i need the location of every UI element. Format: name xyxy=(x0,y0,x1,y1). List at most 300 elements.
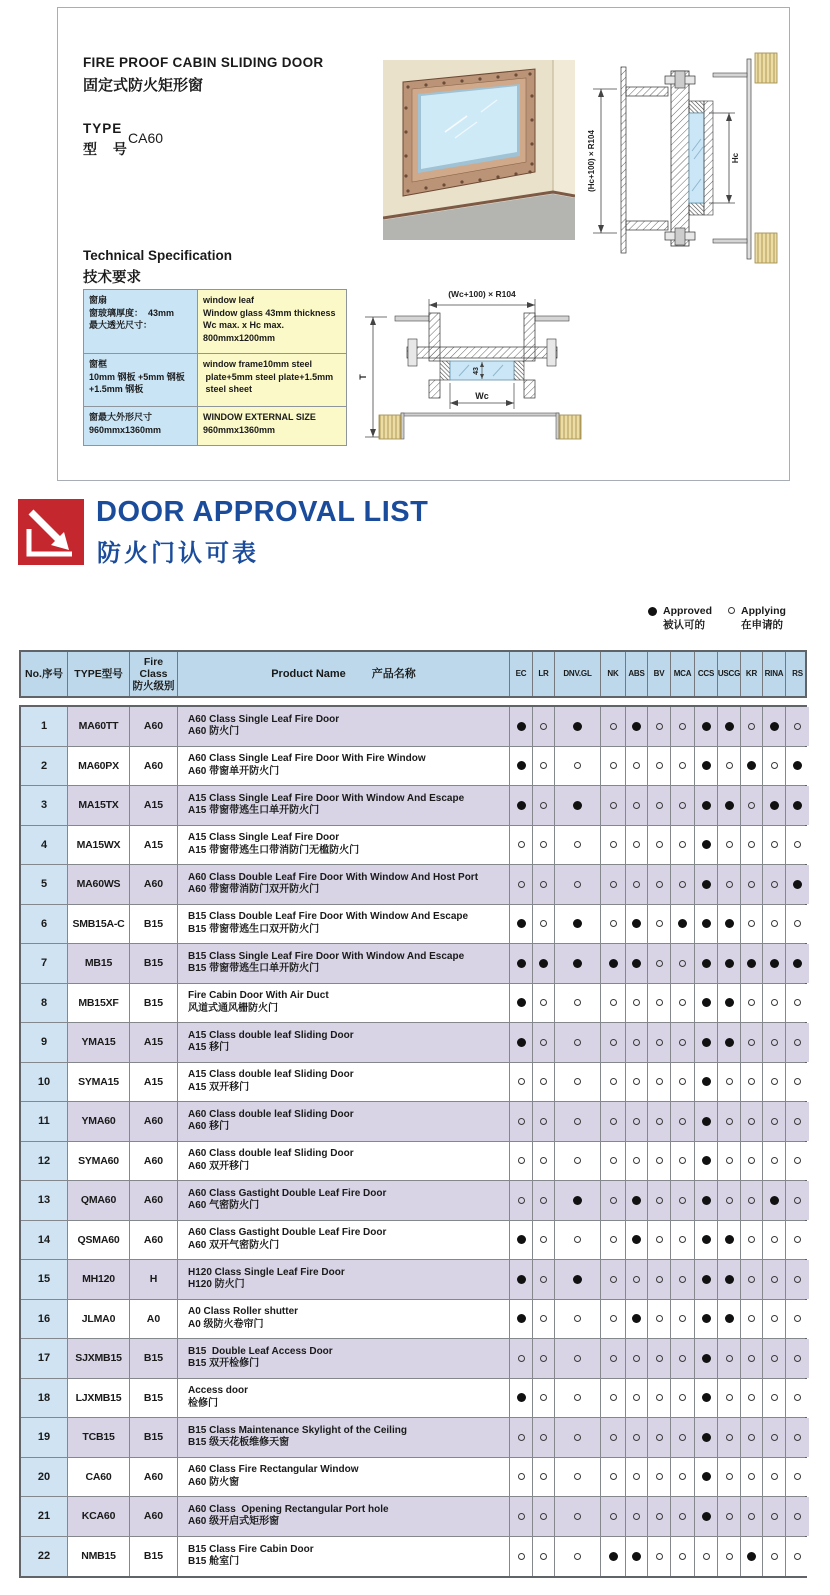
status-dot-applying xyxy=(748,1315,755,1322)
approval-cell xyxy=(554,1418,600,1457)
approval-cell xyxy=(625,786,647,825)
status-dot-applying xyxy=(540,920,547,927)
approval-cell xyxy=(509,1300,532,1339)
row-fire-class-cell: A15 xyxy=(129,1023,177,1062)
legend-approved xyxy=(648,604,712,632)
status-dot-applying xyxy=(610,881,617,888)
table-row xyxy=(21,1023,805,1063)
table-row xyxy=(21,1537,805,1577)
status-dot-approved xyxy=(702,1275,711,1284)
approval-cell xyxy=(554,707,600,746)
status-dot-approved xyxy=(632,959,641,968)
approval-cell xyxy=(785,1379,809,1418)
approval-cell xyxy=(762,826,785,865)
status-dot-applying xyxy=(794,1157,801,1164)
row-type-cell: CA60 xyxy=(67,1458,129,1497)
header-cell-org-bv: BV xyxy=(647,652,670,696)
approval-cell xyxy=(694,786,717,825)
row-product-name-cell: A15 Class Single Leaf Fire Door With Window And Escape A15 带窗带逃生口单开防火门 xyxy=(177,786,509,825)
approval-cell xyxy=(717,1537,740,1577)
row-no-cell: 5 xyxy=(21,865,67,904)
status-dot-approved xyxy=(702,722,711,731)
status-dot-approved xyxy=(702,840,711,849)
approval-cell xyxy=(762,1339,785,1378)
spec-cell-en: window frame10mm steel plate+5mm steel plate+1.5mm steel sheet xyxy=(198,354,346,406)
approval-cell xyxy=(647,1418,670,1457)
status-dot-applying xyxy=(633,1434,640,1441)
approval-cell xyxy=(762,1497,785,1536)
approval-cell xyxy=(670,1418,694,1457)
row-no-cell: 22 xyxy=(21,1537,67,1577)
status-dot-approved xyxy=(517,998,526,1007)
approval-cell xyxy=(785,905,809,944)
status-dot-applying xyxy=(771,1118,778,1125)
approval-cell xyxy=(740,1023,762,1062)
row-no-cell: 18 xyxy=(21,1379,67,1418)
approval-cell xyxy=(670,1458,694,1497)
row-product-name-cell: A60 Class Single Leaf Fire Door With Fire Window A60 带窗单开防火门 xyxy=(177,747,509,786)
approval-cell xyxy=(740,1221,762,1260)
hc-plus-dimension-label: (Hc+100) × R104 xyxy=(587,130,596,192)
type-label-zh: 型 号 xyxy=(83,141,133,157)
status-dot-approved xyxy=(632,722,641,731)
row-type-cell: SJXMB15 xyxy=(67,1339,129,1378)
status-dot-applying xyxy=(794,1473,801,1480)
status-dot-applying xyxy=(574,762,581,769)
status-dot-applying xyxy=(633,1039,640,1046)
status-dot-applying xyxy=(518,841,525,848)
status-dot-applying xyxy=(540,1553,547,1560)
status-dot-applying xyxy=(540,1513,547,1520)
header-cell-type: TYPE型号 xyxy=(67,652,129,696)
approval-cell xyxy=(717,1142,740,1181)
approval-cell xyxy=(600,1221,625,1260)
approval-cell xyxy=(532,1300,554,1339)
row-type-cell: MA60PX xyxy=(67,747,129,786)
spec-table xyxy=(83,289,347,446)
status-dot-applying xyxy=(726,1157,733,1164)
status-dot-applying xyxy=(518,1355,525,1362)
status-dot-applying xyxy=(633,841,640,848)
status-dot-applying xyxy=(656,881,663,888)
header-cell-fire-class: Fire Class 防火级别 xyxy=(129,652,177,696)
approval-cell xyxy=(740,944,762,983)
status-dot-applying xyxy=(679,1434,686,1441)
approval-cell xyxy=(647,1379,670,1418)
status-dot-applying xyxy=(726,1394,733,1401)
status-dot-applying xyxy=(656,841,663,848)
status-dot-applying xyxy=(656,1553,663,1560)
row-no-cell: 15 xyxy=(21,1260,67,1299)
row-type-cell: JLMA0 xyxy=(67,1300,129,1339)
approval-cell xyxy=(509,1102,532,1141)
status-dot-applying xyxy=(794,841,801,848)
approval-cell xyxy=(717,905,740,944)
approval-cell xyxy=(625,1497,647,1536)
table-row xyxy=(21,1221,805,1261)
status-dot-applying xyxy=(771,1157,778,1164)
spec-box xyxy=(57,7,790,481)
approval-cell xyxy=(762,1102,785,1141)
status-dot-approved xyxy=(573,959,582,968)
status-dot-applying xyxy=(610,762,617,769)
approval-title-en: DOOR APPROVAL LIST xyxy=(96,496,429,528)
status-dot-approved xyxy=(702,1038,711,1047)
status-dot-approved xyxy=(770,722,779,731)
status-dot-applying xyxy=(771,1394,778,1401)
approval-cell xyxy=(600,1260,625,1299)
status-dot-applying xyxy=(610,1236,617,1243)
row-fire-class-cell: B15 xyxy=(129,984,177,1023)
approval-cell xyxy=(717,944,740,983)
approval-cell xyxy=(509,905,532,944)
approval-cell xyxy=(647,1300,670,1339)
status-dot-applying xyxy=(748,1394,755,1401)
approval-cell xyxy=(694,747,717,786)
legend-applying xyxy=(728,604,786,632)
approval-cell xyxy=(762,1300,785,1339)
approval-cell xyxy=(762,905,785,944)
approval-cell xyxy=(532,1221,554,1260)
status-dot-applying xyxy=(771,841,778,848)
approval-cell xyxy=(647,865,670,904)
approval-cell xyxy=(554,826,600,865)
approval-cell xyxy=(532,1458,554,1497)
spec-row xyxy=(84,290,346,354)
approval-cell xyxy=(625,1221,647,1260)
status-dot-applying xyxy=(518,1197,525,1204)
row-product-name-cell: Access door 检修门 xyxy=(177,1379,509,1418)
approval-cell xyxy=(554,1379,600,1418)
row-type-cell: MA60TT xyxy=(67,707,129,746)
approval-cell xyxy=(694,1142,717,1181)
approval-cell xyxy=(532,747,554,786)
status-dot-approved xyxy=(702,1196,711,1205)
status-dot-applying xyxy=(679,1236,686,1243)
approval-cell xyxy=(785,1497,809,1536)
status-dot-applying xyxy=(748,1078,755,1085)
approval-cell xyxy=(717,1181,740,1220)
status-dot-applying xyxy=(679,1394,686,1401)
approval-cell xyxy=(762,984,785,1023)
status-dot-applying xyxy=(656,1236,663,1243)
status-dot-approved xyxy=(517,1038,526,1047)
approval-cell xyxy=(509,747,532,786)
approval-cell xyxy=(554,1102,600,1141)
status-dot-approved xyxy=(573,1196,582,1205)
status-dot-approved xyxy=(747,1552,756,1561)
status-dot-applying xyxy=(610,1355,617,1362)
table-row xyxy=(21,786,805,826)
approval-cell xyxy=(717,984,740,1023)
header-cell-no: No.序号 xyxy=(25,668,63,680)
row-product-name-cell: A60 Class double leaf Sliding Door A60 双开移门 xyxy=(177,1142,509,1181)
header-cell-org-ccs: CCS xyxy=(694,652,717,696)
status-dot-applying xyxy=(726,1513,733,1520)
row-type-cell: KCA60 xyxy=(67,1497,129,1536)
approval-cell xyxy=(600,1181,625,1220)
row-product-name-cell: Fire Cabin Door With Air Duct 风道式通风栅防火门 xyxy=(177,984,509,1023)
status-dot-applying xyxy=(540,1157,547,1164)
row-fire-class-cell: A15 xyxy=(129,1063,177,1102)
row-fire-class-cell: A0 xyxy=(129,1300,177,1339)
status-dot-applying xyxy=(748,1434,755,1441)
status-dot-applying xyxy=(656,999,663,1006)
approval-cell xyxy=(762,865,785,904)
approval-cell xyxy=(670,707,694,746)
status-dot-applying xyxy=(748,881,755,888)
approval-cell xyxy=(717,1300,740,1339)
hc-dimension-label: Hc xyxy=(731,152,740,164)
approval-cell xyxy=(554,786,600,825)
status-dot-applying xyxy=(656,1355,663,1362)
approval-cell xyxy=(647,826,670,865)
status-dot-applying xyxy=(771,881,778,888)
table-row xyxy=(21,944,805,984)
approval-table xyxy=(19,650,807,1578)
approval-cell xyxy=(600,1537,625,1577)
status-dot-applying xyxy=(726,881,733,888)
row-no-cell: 21 xyxy=(21,1497,67,1536)
row-type-cell: YMA60 xyxy=(67,1102,129,1141)
approval-cell xyxy=(740,1458,762,1497)
approval-cell xyxy=(625,1300,647,1339)
row-product-name-cell: A0 Class Roller shutter A0 级防火卷帘门 xyxy=(177,1300,509,1339)
wc-plus-dimension-label: (Wc+100) × R104 xyxy=(448,289,516,299)
status-dot-approved xyxy=(609,1552,618,1561)
status-dot-applying xyxy=(656,723,663,730)
legend-applying-en: Applying xyxy=(741,605,786,617)
header-cell-org-nk: NK xyxy=(600,652,625,696)
approval-cell xyxy=(785,1142,809,1181)
status-dot-approved xyxy=(702,1472,711,1481)
status-dot-applying xyxy=(656,960,663,967)
spec-row xyxy=(84,354,346,407)
approval-cell xyxy=(625,1102,647,1141)
approval-cell xyxy=(625,865,647,904)
status-dot-applying xyxy=(633,1118,640,1125)
status-dot-applying xyxy=(794,999,801,1006)
status-dot-applying xyxy=(748,723,755,730)
status-dot-approved xyxy=(702,1512,711,1521)
status-dot-applying xyxy=(771,999,778,1006)
status-dot-applying xyxy=(656,1157,663,1164)
status-dot-applying xyxy=(633,1355,640,1362)
approval-cell xyxy=(554,984,600,1023)
table-row xyxy=(21,865,805,905)
status-dot-applying xyxy=(633,802,640,809)
row-product-name-cell: A15 Class double leaf Sliding Door A15 移门 xyxy=(177,1023,509,1062)
approval-cell xyxy=(554,1458,600,1497)
approval-cell xyxy=(694,1221,717,1260)
approval-cell xyxy=(625,984,647,1023)
row-no-cell: 17 xyxy=(21,1339,67,1378)
approval-cell xyxy=(509,865,532,904)
status-dot-applying xyxy=(748,999,755,1006)
approval-cell xyxy=(762,1458,785,1497)
approval-cell xyxy=(532,1063,554,1102)
status-dot-applying xyxy=(633,1473,640,1480)
approval-cell xyxy=(670,1142,694,1181)
approval-cell xyxy=(785,1063,809,1102)
status-dot-approved xyxy=(573,1275,582,1284)
approval-cell xyxy=(509,707,532,746)
row-no-cell: 8 xyxy=(21,984,67,1023)
approval-cell xyxy=(625,1260,647,1299)
tech-spec-heading-zh: 技术要求 xyxy=(83,270,141,286)
status-dot-applying xyxy=(748,1197,755,1204)
row-type-cell: TCB15 xyxy=(67,1418,129,1457)
approval-cell xyxy=(625,944,647,983)
approval-cell xyxy=(670,865,694,904)
status-dot-applying xyxy=(771,1513,778,1520)
row-product-name-cell: A60 Class Gastight Double Leaf Fire Door A60 气密防火门 xyxy=(177,1181,509,1220)
status-dot-applying xyxy=(518,1513,525,1520)
status-dot-applying xyxy=(540,881,547,888)
approval-cell xyxy=(740,905,762,944)
approval-cell xyxy=(509,1339,532,1378)
approval-cell xyxy=(670,1497,694,1536)
spec-cell-en: window leaf Window glass 43mm thickness Wc max. x Hc max. 800mmx1200mm xyxy=(198,290,346,353)
approval-cell xyxy=(785,1458,809,1497)
approval-cell xyxy=(647,786,670,825)
approval-cell xyxy=(554,1181,600,1220)
approval-cell xyxy=(509,1537,532,1577)
approval-cell xyxy=(740,786,762,825)
approval-cell xyxy=(647,944,670,983)
status-dot-applying xyxy=(748,1513,755,1520)
approval-cell xyxy=(694,865,717,904)
approval-cell xyxy=(554,1260,600,1299)
status-dot-applying xyxy=(679,762,686,769)
status-dot-applying xyxy=(610,1276,617,1283)
status-dot-applying xyxy=(748,802,755,809)
approval-cell xyxy=(554,1537,600,1577)
status-dot-approved xyxy=(725,1038,734,1047)
status-dot-applying xyxy=(679,1315,686,1322)
approval-cell xyxy=(694,1379,717,1418)
approval-cell xyxy=(670,984,694,1023)
status-dot-applying xyxy=(540,1276,547,1283)
approval-cell xyxy=(509,1063,532,1102)
approval-cell xyxy=(694,1458,717,1497)
approval-cell xyxy=(532,1537,554,1577)
status-dot-applying xyxy=(748,1039,755,1046)
status-dot-approved xyxy=(702,1117,711,1126)
status-dot-approved xyxy=(702,1433,711,1442)
approval-cell xyxy=(625,1142,647,1181)
approval-cell xyxy=(670,1379,694,1418)
approval-cell xyxy=(625,707,647,746)
approval-cell xyxy=(554,1023,600,1062)
status-dot-applying xyxy=(540,1118,547,1125)
approval-cell xyxy=(625,826,647,865)
approval-cell xyxy=(740,826,762,865)
status-dot-applying xyxy=(726,762,733,769)
approval-cell xyxy=(600,984,625,1023)
status-dot-applying xyxy=(574,1118,581,1125)
status-dot-approved xyxy=(517,722,526,731)
approval-cell xyxy=(670,786,694,825)
approval-cell xyxy=(785,1260,809,1299)
row-no-cell: 9 xyxy=(21,1023,67,1062)
legend-applying-zh: 在申请的 xyxy=(741,619,784,631)
approval-cell xyxy=(532,1260,554,1299)
status-dot-approved xyxy=(517,959,526,968)
row-product-name-cell: A15 Class Single Leaf Fire Door A15 带窗带逃生口带消防门无槛防火门 xyxy=(177,826,509,865)
approval-cell xyxy=(509,984,532,1023)
status-dot-applying xyxy=(633,1157,640,1164)
status-dot-applying xyxy=(540,723,547,730)
approval-cell xyxy=(717,1497,740,1536)
table-row xyxy=(21,1181,805,1221)
bolt-left xyxy=(408,339,417,366)
approval-cell xyxy=(554,1339,600,1378)
table-row xyxy=(21,1339,805,1379)
status-dot-approved xyxy=(770,801,779,810)
approval-cell xyxy=(532,1023,554,1062)
status-dot-approved xyxy=(793,880,802,889)
approval-cell xyxy=(717,1063,740,1102)
status-dot-applying xyxy=(794,1236,801,1243)
approval-cell xyxy=(717,786,740,825)
row-fire-class-cell: B15 xyxy=(129,905,177,944)
status-dot-applying xyxy=(574,1473,581,1480)
status-dot-approved xyxy=(725,919,734,928)
legend-approved-en: Approved xyxy=(663,605,713,617)
status-dot-approved xyxy=(632,919,641,928)
row-no-cell: 4 xyxy=(21,826,67,865)
row-product-name-cell: A60 Class Single Leaf Fire Door A60 防火门 xyxy=(177,707,509,746)
approval-cell xyxy=(785,1537,809,1577)
approval-cell xyxy=(670,1339,694,1378)
row-product-name-cell: A60 Class Opening Rectangular Port hole A60 级开启式矩形窗 xyxy=(177,1497,509,1536)
status-dot-applying xyxy=(656,1039,663,1046)
approval-cell xyxy=(670,826,694,865)
approval-cell xyxy=(647,1181,670,1220)
approval-cell xyxy=(740,1260,762,1299)
approval-cell xyxy=(785,944,809,983)
table-row xyxy=(21,1458,805,1498)
status-dot-applying xyxy=(679,723,686,730)
approval-cell xyxy=(532,1339,554,1378)
tech-spec-heading-en: Technical Specification xyxy=(83,248,233,263)
approval-cell xyxy=(647,1260,670,1299)
status-dot-approved xyxy=(725,801,734,810)
approval-cell xyxy=(625,747,647,786)
status-dot-applying xyxy=(679,1553,686,1560)
approval-cell xyxy=(600,1142,625,1181)
status-dot-applying xyxy=(574,841,581,848)
approval-cell xyxy=(762,1023,785,1062)
approval-cell xyxy=(600,865,625,904)
status-dot-applying xyxy=(771,1355,778,1362)
header-cell-org-rina: RINA xyxy=(762,652,785,696)
approval-title-zh: 防火门认可表 xyxy=(97,540,259,567)
status-dot-applying xyxy=(518,881,525,888)
status-dot-applying xyxy=(771,1039,778,1046)
status-dot-applying xyxy=(794,1553,801,1560)
approval-cell xyxy=(785,1221,809,1260)
status-dot-applying xyxy=(574,1157,581,1164)
approval-cell xyxy=(600,1102,625,1141)
approval-cell xyxy=(785,1023,809,1062)
status-dot-applying xyxy=(656,1513,663,1520)
status-dot-applying xyxy=(574,1078,581,1085)
status-dot-applying xyxy=(748,1355,755,1362)
status-dot-applying xyxy=(794,723,801,730)
row-no-cell: 13 xyxy=(21,1181,67,1220)
